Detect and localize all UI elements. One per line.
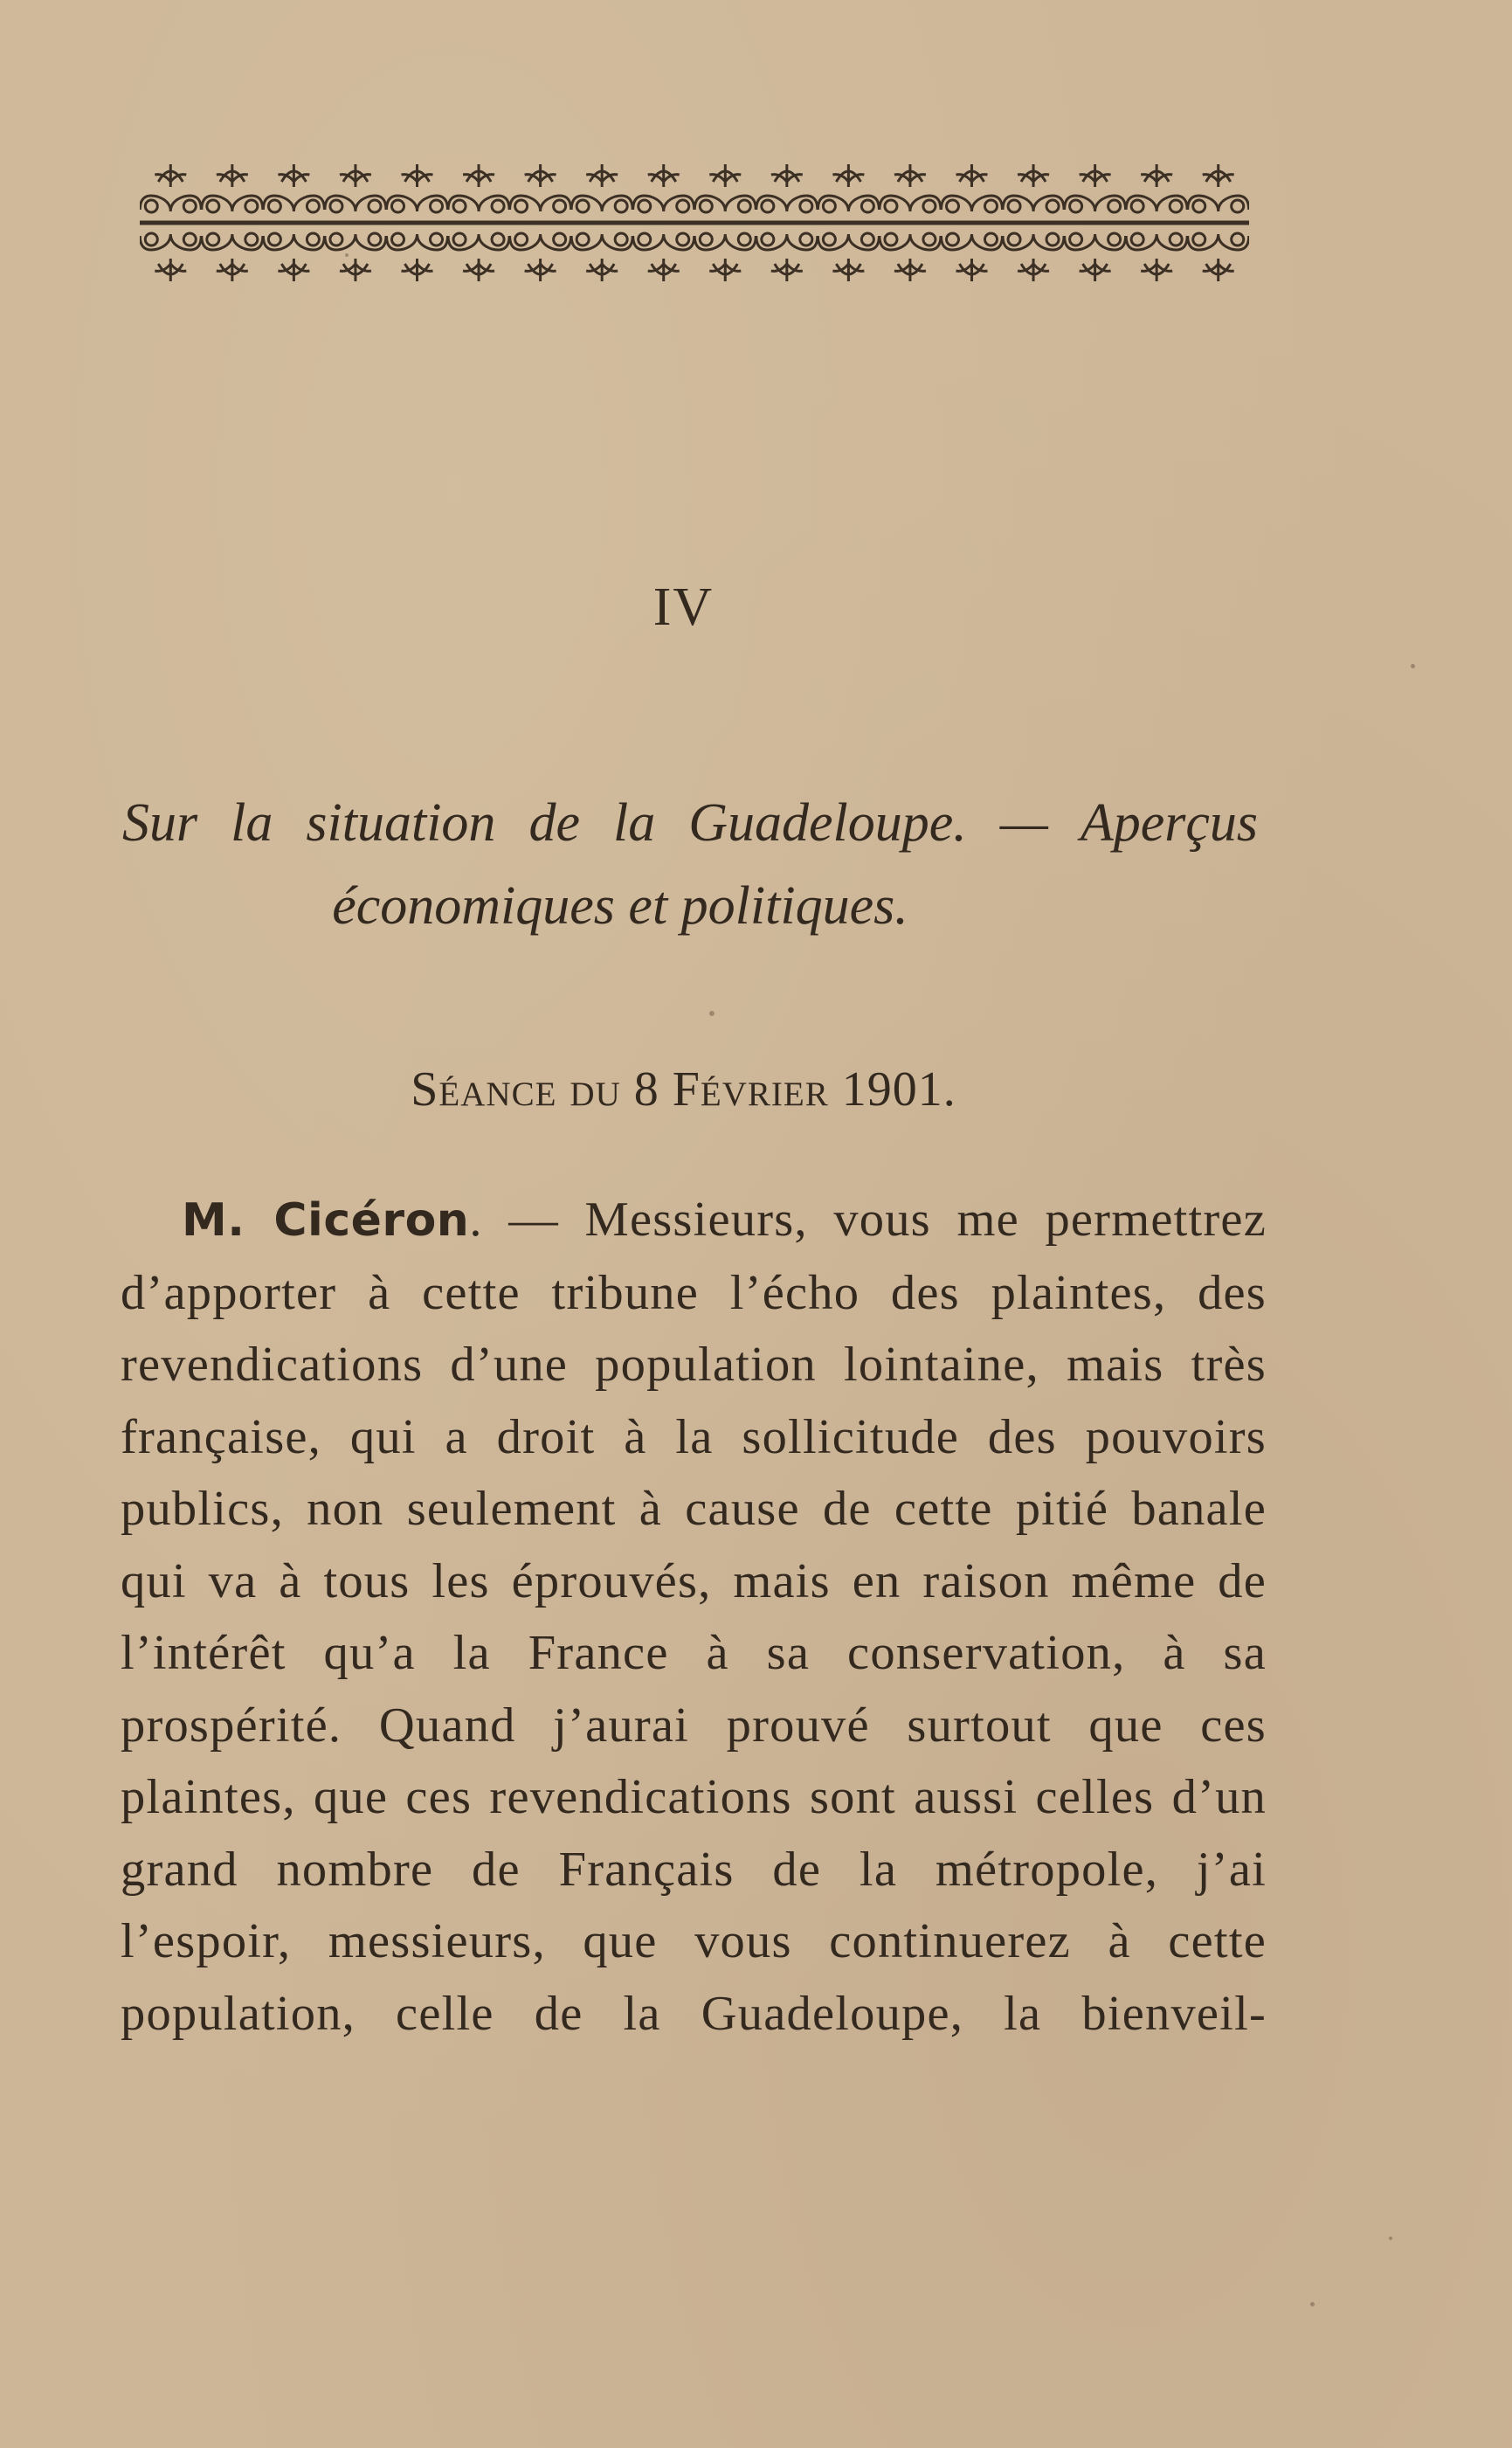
ornament-motif [278, 164, 309, 187]
ornament-motif [145, 200, 157, 212]
ornament-motif [800, 200, 812, 212]
ornament-motif [762, 200, 774, 212]
ornament-motif [942, 196, 1003, 211]
ornament-motif [183, 200, 196, 212]
ornament-motif [923, 200, 936, 212]
ornament-motif [615, 233, 627, 245]
paper-speck [345, 253, 349, 257]
ornament-motif [183, 233, 196, 245]
ornament-motif [307, 200, 319, 212]
ornament-motif [894, 259, 926, 281]
ornament-motif [155, 164, 186, 187]
ornament-motif [639, 200, 651, 212]
ornament-motif [402, 259, 433, 281]
ornament-motif [140, 196, 201, 211]
ornament-motif [571, 234, 632, 250]
ornament-motif [510, 196, 571, 211]
ornament-motif [633, 234, 694, 250]
ornament-motif [633, 196, 694, 211]
ornament-motif [554, 200, 566, 212]
ornament-motif [947, 200, 959, 212]
paper-speck [1310, 2302, 1315, 2306]
ornament-motif [140, 234, 201, 250]
ornament-motif [453, 200, 466, 212]
ornament-motif [325, 234, 386, 250]
ornament-motif [648, 164, 680, 187]
chapter-title-line-2: économiques et politiques. [332, 876, 908, 936]
ornament-motif [392, 200, 404, 212]
ornament-motif [1126, 234, 1187, 250]
ornament-motif [1070, 200, 1082, 212]
ornament-motif [1193, 233, 1205, 245]
ornament-motif [330, 233, 342, 245]
ornament-motif [956, 164, 988, 187]
chapter-title [122, 782, 1258, 948]
ornament-motif [1065, 234, 1126, 250]
ornament-motif [392, 233, 404, 245]
ornament-motif [985, 233, 998, 245]
ornament-motif [1232, 200, 1244, 212]
ornament-motif [985, 200, 998, 212]
ornament-motif [1203, 164, 1234, 187]
ornament-motif [1070, 233, 1082, 245]
ornament-motif [1080, 164, 1111, 187]
ornament-motif [576, 200, 589, 212]
ornament-motif [576, 233, 589, 245]
ornament-motif [571, 196, 632, 211]
ornament-motif [525, 259, 556, 281]
ornament-motif [818, 196, 879, 211]
paper-speck [1411, 664, 1415, 668]
ornament-motif [402, 164, 433, 187]
ornament-motif [1046, 200, 1059, 212]
ornament-motif [1080, 259, 1111, 281]
ornament-motif [207, 200, 219, 212]
ornament-motif [1008, 233, 1020, 245]
ornament-motif [453, 233, 466, 245]
ornament-motif [1018, 259, 1049, 281]
ornament-motif [800, 233, 812, 245]
ornament-motif [756, 234, 818, 250]
ornament-motif [880, 196, 941, 211]
ornament-motif [923, 233, 936, 245]
ornament-motif [1065, 196, 1126, 211]
ornament-motif [463, 259, 494, 281]
ornament-motif [492, 200, 504, 212]
ornament-motif [1018, 164, 1049, 187]
ornament-motif [762, 233, 774, 245]
ornament-motif [1131, 233, 1143, 245]
ornament-motif [771, 259, 803, 281]
ornament-motif [263, 234, 324, 250]
ornament-motif [525, 164, 556, 187]
ornament-motif [431, 233, 443, 245]
speech-paragraph [121, 1184, 1267, 2050]
decorative-ornament-band [140, 157, 1249, 288]
ornament-motif [492, 233, 504, 245]
ornament-motif [586, 164, 618, 187]
ornament-motif [325, 196, 386, 211]
ornament-motif [155, 259, 186, 281]
ornament-motif [340, 164, 371, 187]
ornament-motif [738, 233, 750, 245]
ornament-motif [818, 234, 879, 250]
ornament-motif [268, 233, 280, 245]
ornament-motif [677, 200, 689, 212]
ornament-motif [217, 259, 248, 281]
ornament-motif [1141, 259, 1172, 281]
ornament-motif [709, 164, 741, 187]
ornament-motif [202, 234, 263, 250]
ornament-motif [217, 164, 248, 187]
ornament-motif [340, 259, 371, 281]
ornament-motif [369, 233, 381, 245]
ornament-motif [1003, 234, 1064, 250]
ornament-motif [1003, 196, 1064, 211]
ornament-motif [771, 164, 803, 187]
ornament-motif [515, 233, 528, 245]
ornament-motif [207, 233, 219, 245]
ornament-motif [278, 259, 309, 281]
ornament-motif [709, 259, 741, 281]
ornament-motif [387, 234, 448, 250]
ornament-motif [586, 259, 618, 281]
ornament-motif [832, 259, 864, 281]
ornament-motif [1108, 200, 1121, 212]
ornament-motif [307, 233, 319, 245]
ornament-motif [1170, 200, 1182, 212]
ornament-motif [431, 200, 443, 212]
ornament-motif [639, 233, 651, 245]
ornament-motif [1232, 233, 1244, 245]
ornament-motif [648, 259, 680, 281]
ornament-motif [515, 200, 528, 212]
ornament-motif [510, 234, 571, 250]
chapter-title-line-1: Sur la situation de la Guadeloupe. — Aperçus [122, 793, 1258, 853]
ornament-motif [330, 200, 342, 212]
ornament-motif [880, 234, 941, 250]
ornament-motif [448, 196, 509, 211]
speech-text: . — Messieurs, vous me permettrez d’apporter à cette tribune l’écho des plaintes, des revendications d’une population lointaine, mais très française, qui a droit à la sollicitude des pouvoirs publics, non seulement à cause de cette pitié banale qui va à tous les éprouvés, mais en raison même de l’intérêt qu’a la France à sa conservation, à sa prospérité. Quand j’aurai prouvé surtout que ces plaintes, que ces revendications sont aussi celles d’un grand nombre de Français de la métropole, j’ai l’espoir, messieurs, que vous continuerez à cette population, celle de la Guadeloupe, la bienveil- [121, 1193, 1267, 2041]
ornament-motif [861, 200, 873, 212]
ornament-motif [1008, 200, 1020, 212]
ornament-motif [894, 164, 926, 187]
speaker-name: M. Cicéron [182, 1194, 470, 1247]
ornament-motif [1193, 200, 1205, 212]
ornament-motif [145, 233, 157, 245]
ornament-motif [756, 196, 818, 211]
ornament-motif [263, 196, 324, 211]
ornament-motif [245, 233, 258, 245]
ornament-motif [1203, 259, 1234, 281]
ornament-motif [861, 233, 873, 245]
ornament-motif [1170, 233, 1182, 245]
ornament-motif [1046, 233, 1059, 245]
ornament-motif [947, 233, 959, 245]
ornament-motif [885, 200, 897, 212]
ornament-motif [387, 196, 448, 211]
paper-speck [1389, 2237, 1392, 2240]
ornament-motif [1188, 196, 1249, 211]
ornament-motif [942, 234, 1003, 250]
ornament-motif [694, 234, 756, 250]
chapter-number: IV [652, 577, 715, 637]
ornament-motif [463, 164, 494, 187]
ornament-motif [885, 233, 897, 245]
ornament-motif [956, 259, 988, 281]
ornament-motif [1126, 196, 1187, 211]
ornament-motif [1131, 200, 1143, 212]
ornament-motif [1108, 233, 1121, 245]
ornament-motif [554, 233, 566, 245]
ornament-motif [738, 200, 750, 212]
paper-speck [709, 1011, 715, 1016]
ornament-motif [832, 164, 864, 187]
ornament-motif [823, 233, 835, 245]
ornament-motif [700, 200, 712, 212]
ornament-motif [448, 234, 509, 250]
ornament-motif [677, 233, 689, 245]
ornament-motif [700, 233, 712, 245]
ornament-motif [615, 200, 627, 212]
ornament-motif [245, 200, 258, 212]
ornament-motif [694, 196, 756, 211]
ornament-motif [202, 196, 263, 211]
ornament-motif [1141, 164, 1172, 187]
ornament-motif [823, 200, 835, 212]
ornament-motif [268, 200, 280, 212]
ornament-motif [369, 200, 381, 212]
ornament-motif [1188, 234, 1249, 250]
session-date-heading: Séance du 8 Février 1901. [411, 1062, 956, 1117]
